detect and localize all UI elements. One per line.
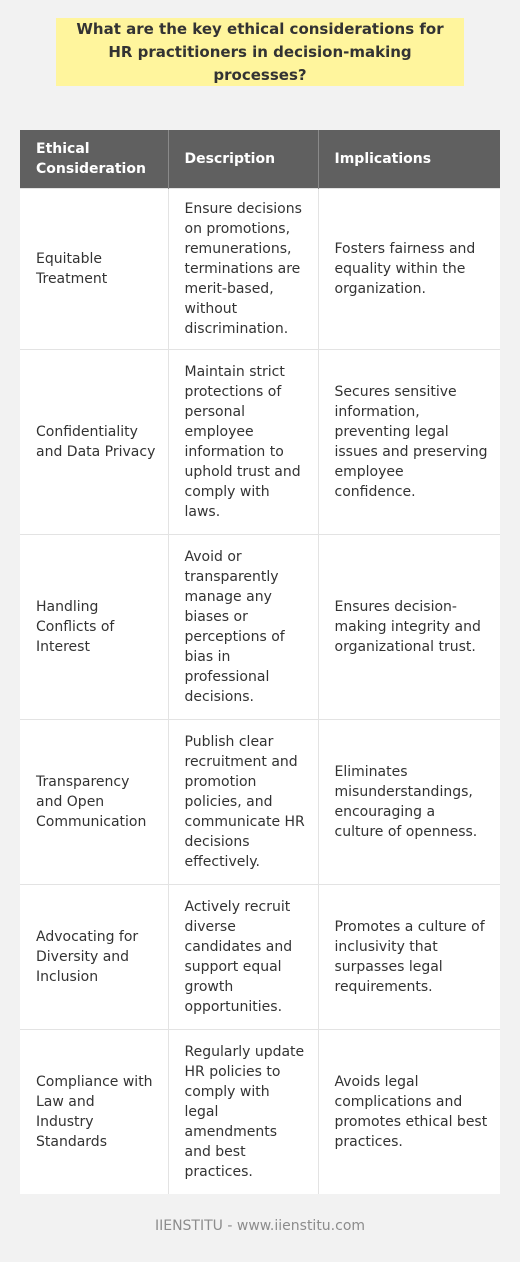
table-row bbox=[20, 719, 500, 884]
footer-credit: IIENSTITU - www.iienstitu.com bbox=[154, 1218, 366, 1234]
cell-implications: Promotes a culture of inclusivity that surpasses legal requirements. bbox=[318, 884, 500, 1029]
header-ethical-consideration: Ethical Consideration bbox=[20, 130, 168, 188]
cell-description: Publish clear recruitment and promotion policies, and communicate HR decisions effectively. bbox=[168, 719, 318, 884]
cell-description: Ensure decisions on promotions, remunerations, terminations are merit-based, without discrimination. bbox=[168, 188, 318, 349]
table-body bbox=[20, 188, 500, 1194]
cell-consideration: Equitable Treatment bbox=[20, 188, 168, 349]
cell-description: Regularly update HR policies to comply with legal amendments and best practices. bbox=[168, 1029, 318, 1194]
ethics-table-container bbox=[20, 130, 500, 1194]
cell-implications: Avoids legal complications and promotes ethical best practices. bbox=[318, 1029, 500, 1194]
table-row bbox=[20, 188, 500, 349]
cell-consideration: Advocating for Diversity and Inclusion bbox=[20, 884, 168, 1029]
cell-description: Maintain strict protections of personal employee information to uphold trust and comply with laws. bbox=[168, 349, 318, 534]
page-title: What are the key ethical considerations for HR practitioners in decision-making processes? bbox=[76, 19, 444, 84]
table-row bbox=[20, 534, 500, 719]
cell-consideration: Handling Conflicts of Interest bbox=[20, 534, 168, 719]
table-row bbox=[20, 884, 500, 1029]
cell-implications: Ensures decision-making integrity and organizational trust. bbox=[318, 534, 500, 719]
header-row bbox=[20, 130, 500, 188]
table-header bbox=[20, 130, 500, 188]
cell-implications: Fosters fairness and equality within the organization. bbox=[318, 188, 500, 349]
title-banner bbox=[56, 18, 464, 86]
header-implications: Implications bbox=[318, 130, 500, 188]
cell-implications: Secures sensitive information, preventing legal issues and preserving employee confidence. bbox=[318, 349, 500, 534]
ethics-table bbox=[20, 130, 500, 1194]
cell-consideration: Confidentiality and Data Privacy bbox=[20, 349, 168, 534]
cell-description: Avoid or transparently manage any biases or perceptions of bias in professional decisions. bbox=[168, 534, 318, 719]
cell-description: Actively recruit diverse candidates and support equal growth opportunities. bbox=[168, 884, 318, 1029]
cell-consideration: Compliance with Law and Industry Standards bbox=[20, 1029, 168, 1194]
header-description: Description bbox=[168, 130, 318, 188]
table-row bbox=[20, 349, 500, 534]
cell-consideration: Transparency and Open Communication bbox=[20, 719, 168, 884]
cell-implications: Eliminates misunderstandings, encouraging a culture of openness. bbox=[318, 719, 500, 884]
table-row bbox=[20, 1029, 500, 1194]
